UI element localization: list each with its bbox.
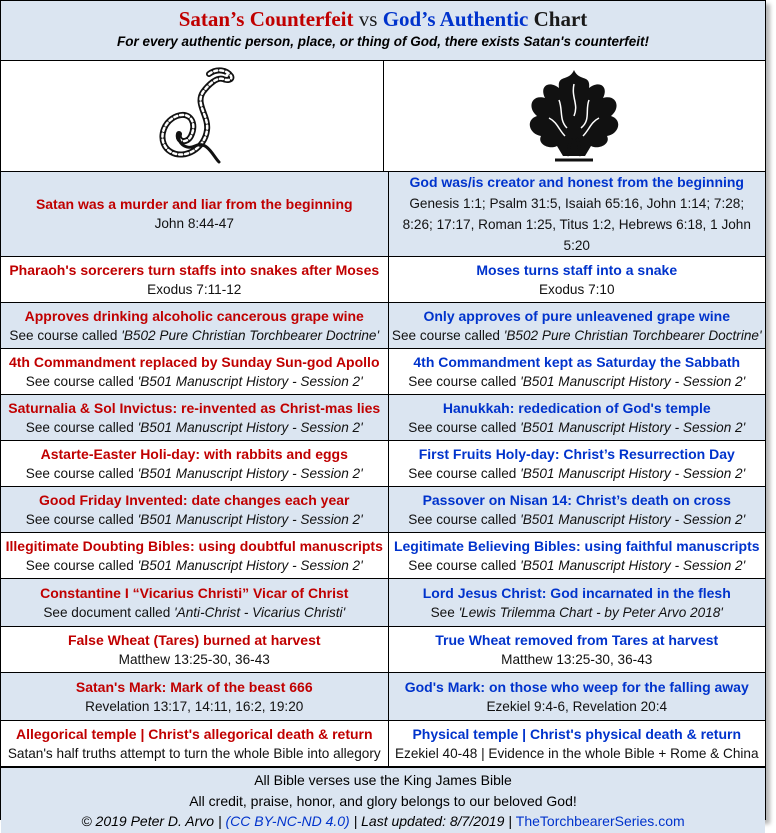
- copyright: © 2019 Peter D. Arvo |: [81, 813, 226, 829]
- counterfeit-ref: Revelation 13:17, 14:11, 16:2, 19:20: [85, 698, 304, 714]
- title-counterfeit: Satan’s Counterfeit: [178, 7, 354, 31]
- chart-title: [1, 1, 765, 32]
- counterfeit-cell: [1, 487, 388, 533]
- authentic-ref: See course called 'B501 Manuscript History - Session 2': [408, 373, 746, 389]
- counterfeit-title: Astarte-Easter Holi-day: with rabbits and eggs: [40, 445, 348, 462]
- authentic-cell: [388, 579, 765, 627]
- authentic-title: Moses turns staff into a snake: [476, 261, 678, 278]
- authentic-title: 4th Commandment kept as Saturday the Sabbath: [413, 353, 741, 370]
- counterfeit-cell: [1, 395, 388, 441]
- authentic-ref: See 'Lewis Trilemma Chart - by Peter Arvo 2018': [430, 604, 723, 620]
- title-authentic: God’s Authentic: [382, 7, 529, 31]
- table-row: [1, 533, 765, 579]
- website-link[interactable]: TheTorchbearerSeries.com: [515, 813, 685, 829]
- last-updated: | Last updated: 8/7/2019 |: [349, 813, 516, 829]
- footer-kjv-note: All Bible verses use the King James Bible: [254, 772, 512, 788]
- counterfeit-ref: John 8:44-47: [154, 216, 234, 231]
- counterfeit-ref: See course called 'B501 Manuscript History - Session 2': [25, 557, 363, 573]
- table-row: [1, 579, 765, 627]
- counterfeit-ref: See course called 'B501 Manuscript History - Session 2': [25, 419, 363, 435]
- counterfeit-title: Good Friday Invented: date changes each year: [39, 491, 350, 508]
- counterfeit-title: 4th Commandment replaced by Sunday Sun-god Apollo: [8, 353, 380, 370]
- table-row: [1, 303, 765, 349]
- table-row: [1, 395, 765, 441]
- authentic-cell: [388, 395, 765, 441]
- authentic-ref: See course called 'B501 Manuscript History - Session 2': [408, 511, 746, 527]
- counterfeit-cell: [1, 257, 388, 303]
- counterfeit-cell: [1, 172, 388, 257]
- authentic-cell: [388, 487, 765, 533]
- counterfeit-title: Illegitimate Doubting Bibles: using doubtful manuscripts: [5, 537, 383, 554]
- authentic-cell: [388, 673, 765, 721]
- counterfeit-cell: [1, 533, 388, 579]
- authentic-cell: [388, 257, 765, 303]
- authentic-title: Hanukkah: rededication of God's temple: [442, 399, 711, 416]
- authentic-cell: [388, 533, 765, 579]
- authentic-cell: [388, 627, 765, 673]
- chart-subtitle: For every authentic person, place, or thing of God, there exists Satan's counterfeit!: [116, 34, 650, 49]
- counterfeit-ref: See course called 'B501 Manuscript History - Session 2': [25, 465, 363, 481]
- authentic-ref: Matthew 13:25-30, 36-43: [501, 651, 653, 667]
- comparison-table: [1, 172, 765, 767]
- authentic-ref: Genesis 1:1; Psalm 31:5, Isaiah 65:16, John 1:14; 7:28; 8:26; 17:17, Roman 1:25, Titus 1:2, Hebrews 6:18, 1 John 5:20: [402, 196, 751, 253]
- authentic-title: Passover on Nisan 14: Christ’s death on cross: [422, 491, 731, 508]
- chart-footer: [1, 767, 765, 833]
- counterfeit-ref: Exodus 7:11-12: [147, 281, 242, 297]
- title-chart: Chart: [528, 7, 588, 31]
- authentic-title: Lord Jesus Christ: God incarnated in the flesh: [422, 584, 731, 601]
- right-icon-cell: [384, 61, 766, 171]
- counterfeit-cell: [1, 627, 388, 673]
- authentic-ref: Exodus 7:10: [538, 281, 615, 297]
- footer-credit: All credit, praise, honor, and glory belongs to our beloved God!: [189, 792, 577, 809]
- authentic-title: First Fruits Holy-day: Christ’s Resurrection Day: [418, 445, 735, 462]
- counterfeit-ref: See course called 'B502 Pure Christian Torchbearer Doctrine': [9, 327, 380, 343]
- counterfeit-title: Saturnalia & Sol Invictus: re-invented as Christ-mas lies: [8, 399, 381, 416]
- counterfeit-title: Satan's Mark: Mark of the beast 666: [75, 678, 313, 695]
- authentic-ref: See course called 'B501 Manuscript History - Session 2': [408, 557, 746, 573]
- table-row: [1, 441, 765, 487]
- counterfeit-cell: [1, 673, 388, 721]
- counterfeit-title: Satan was a murder and liar from the beginning: [35, 196, 353, 212]
- authentic-title: Physical temple | Christ's physical death & return: [412, 725, 742, 742]
- table-row: [1, 349, 765, 395]
- table-row: [1, 172, 765, 257]
- authentic-ref: See course called 'B501 Manuscript History - Session 2': [408, 419, 746, 435]
- counterfeit-cell: [1, 441, 388, 487]
- burning-bush-icon: [519, 64, 629, 168]
- chart-header: [1, 1, 765, 61]
- authentic-cell: [388, 172, 765, 257]
- counterfeit-title: False Wheat (Tares) burned at harvest: [67, 631, 321, 648]
- counterfeit-ref: See course called 'B501 Manuscript History - Session 2': [25, 373, 363, 389]
- counterfeit-title: Allegorical temple | Christ's allegorical death & return: [15, 725, 373, 742]
- table-row: [1, 257, 765, 303]
- authentic-cell: [388, 721, 765, 767]
- authentic-ref: Ezekiel 40-48 | Evidence in the whole Bible + Rome & China: [394, 745, 759, 761]
- license-link[interactable]: (CC BY-NC-ND 4.0): [225, 813, 350, 829]
- counterfeit-title: Approves drinking alcoholic cancerous grape wine: [24, 307, 364, 324]
- table-row: [1, 487, 765, 533]
- authentic-ref: See course called 'B502 Pure Christian Torchbearer Doctrine': [391, 327, 762, 343]
- counterfeit-ref: See course called 'B501 Manuscript History - Session 2': [25, 511, 363, 527]
- authentic-cell: [388, 303, 765, 349]
- authentic-ref: See course called 'B501 Manuscript History - Session 2': [408, 465, 746, 481]
- counterfeit-cell: [1, 579, 388, 627]
- table-row: [1, 673, 765, 721]
- counterfeit-cell: [1, 349, 388, 395]
- snake-icon: [147, 64, 237, 168]
- authentic-title: God was/is creator and honest from the beginning: [409, 174, 744, 190]
- counterfeit-ref: Matthew 13:25-30, 36-43: [118, 651, 270, 667]
- left-icon-cell: [1, 61, 384, 171]
- footer-copyright-line: [1, 811, 765, 832]
- authentic-title: Legitimate Believing Bibles: using faithful manuscripts: [393, 537, 760, 554]
- authentic-title: Only approves of pure unleavened grape wine: [423, 307, 731, 324]
- counterfeit-ref: See document called 'Anti-Christ - Vicarius Christi': [43, 604, 346, 620]
- authentic-cell: [388, 441, 765, 487]
- counterfeit-cell: [1, 721, 388, 767]
- table-row: [1, 627, 765, 673]
- authentic-cell: [388, 349, 765, 395]
- authentic-title: God's Mark: on those who weep for the falling away: [404, 678, 749, 695]
- title-vs: vs: [353, 7, 383, 31]
- counterfeit-title: Constantine I “Vicarius Christi” Vicar of Christ: [40, 584, 349, 601]
- counterfeit-ref: Satan's half truths attempt to turn the whole Bible into allegory: [7, 745, 381, 761]
- counterfeit-title: Pharaoh's sorcerers turn staffs into snakes after Moses: [9, 261, 380, 278]
- authentic-ref: Ezekiel 9:4-6, Revelation 20:4: [486, 698, 668, 714]
- icon-row: [1, 61, 765, 172]
- counterfeit-cell: [1, 303, 388, 349]
- table-row: [1, 721, 765, 767]
- authentic-title: True Wheat removed from Tares at harvest: [435, 631, 719, 648]
